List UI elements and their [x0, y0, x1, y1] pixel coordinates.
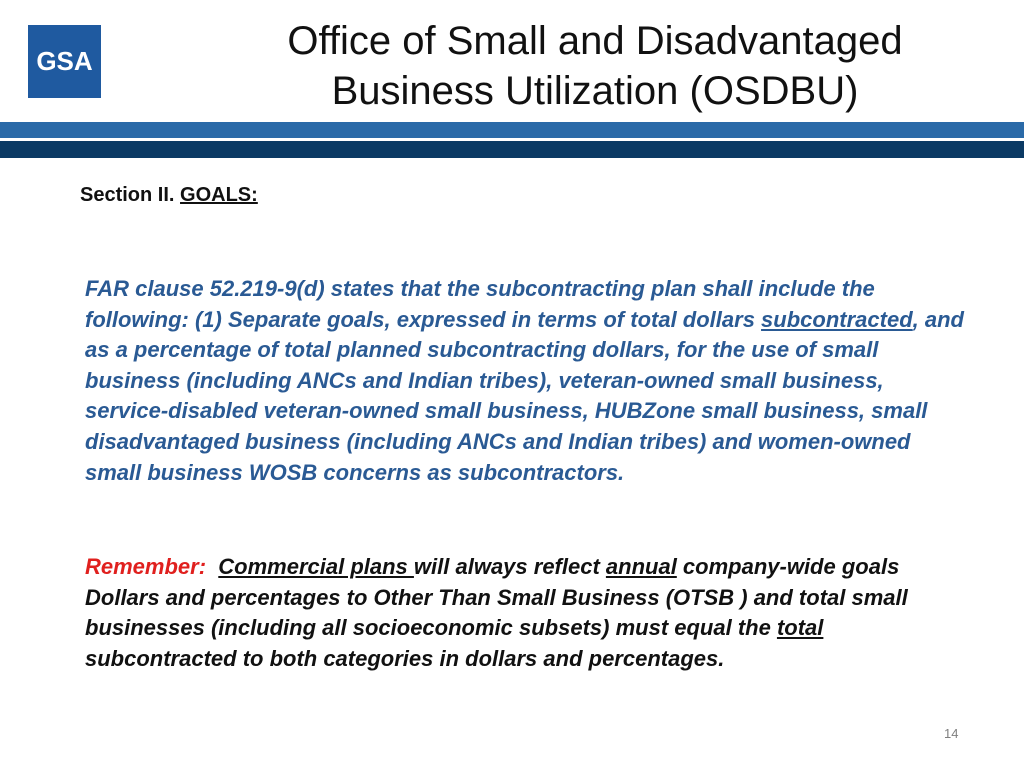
- remember-text-3: subcontracted to both categories in dollars and percentages.: [85, 645, 725, 671]
- gsa-logo: [28, 25, 101, 98]
- slide-title-line-1: Office of Small and Disadvantaged: [287, 19, 903, 63]
- section-heading: [80, 184, 258, 207]
- remember-text-1: will always reflect: [413, 554, 606, 579]
- header-divider-dark: [0, 141, 1024, 158]
- remember-paragraph: [85, 552, 965, 674]
- section-goals-label: GOALS:: [180, 184, 258, 206]
- commercial-plans-underlined: Commercial plans: [218, 554, 414, 579]
- remember-label: Remember:: [85, 554, 207, 579]
- gsa-logo-text: GSA: [36, 46, 93, 76]
- page-number: 14: [944, 726, 959, 741]
- total-underlined: total: [776, 615, 824, 641]
- far-clause-text-1: FAR clause 52.219-9(d) states that the subcontracting plan shall include the following: (1) Separate goals, expressed in terms of total dollars: [85, 276, 875, 332]
- remember-text-2: company-wide goals Dollars and percentages to Other Than Small Business (OTSB ) and total small businesses (including all socioeconomic subsets) must equal the: [85, 554, 908, 641]
- slide-title-line-2: Business Utilization (OSDBU): [331, 69, 859, 113]
- far-clause-underlined: subcontracted: [761, 306, 913, 332]
- header-divider-light: [0, 122, 1024, 138]
- slide-title: [200, 16, 990, 116]
- section-prefix: Section II.: [80, 184, 175, 206]
- far-clause-text-2: , and as a percentage of total planned subcontracting dollars, for the use of small business (including ANCs and Indian tribes), veteran-owned small business, service-disabled veteran-owned small business, HUBZone small business, small disadvantaged business (including ANCs and Indian tribes) and women-owned small business WOSB concerns as subcontractors.: [85, 306, 964, 485]
- annual-underlined: annual: [605, 554, 677, 579]
- far-clause-paragraph: [85, 274, 965, 488]
